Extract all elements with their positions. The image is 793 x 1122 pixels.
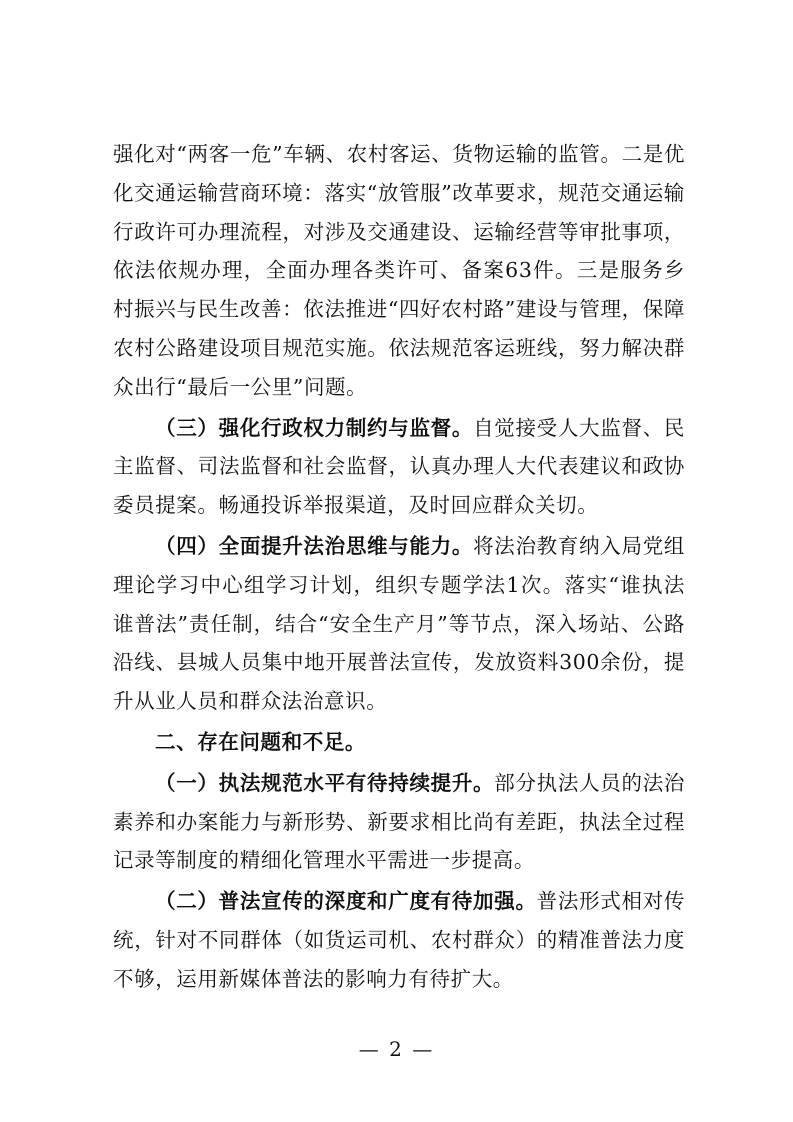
paragraph-continuation xyxy=(113,135,685,407)
paragraph-heading: （四）全面提升法治思维与能力。 xyxy=(155,533,474,558)
paragraph-text: 强化对“两客一危”车辆、农村客运、货物运输的监管。二是优化交通运输营商环境：落实“放管服”改革要求，规范交通运输行政许可办理流程，对涉及交通建设、运输经营等审批事项，依法依规办理，全面办理各类许可、备案63件。三是服务乡村振兴与民生改善：依法推进“四好农村路”建设与管理，保障农村公路建设项目规范实施。依法规范客运班线，努力解决群众出行“最后一公里”问题。 xyxy=(113,142,685,399)
paragraph-heading: （一）执法规范水平有待持续提升。 xyxy=(155,770,495,795)
paragraph-power-supervision xyxy=(113,409,685,525)
paragraph-heading: （三）强化行政权力制约与监督。 xyxy=(155,415,474,440)
paragraph-heading: （二）普法宣传的深度和广度有待加强。 xyxy=(155,889,537,914)
paragraph-legal-thinking xyxy=(113,527,685,721)
page-number: — 2 — xyxy=(358,1037,435,1061)
paragraph-enforcement-standard xyxy=(113,764,685,880)
paragraph-text: 将法治教育纳入局党组理论学习中心组学习计划，组织专题学法1次。落实“谁执法谁普法”责任制，结合“安全生产月”等节点，深入场站、公路沿线、县城人员集中地开展普法宣传，发放资料300余份，提升从业人员和群众法治意识。 xyxy=(113,533,685,714)
paragraph-text: 部分执法人员的法治素养和办案能力与新形势、新要求相比尚有差距，执法全过程记录等制度的精细化管理水平需进一步提高。 xyxy=(113,770,685,873)
paragraph-text: 普法形式相对传统，针对不同群体（如货运司机、农村群众）的精准普法力度不够，运用新媒体普法的影响力有待扩大。 xyxy=(113,889,685,991)
paragraph-legal-publicity xyxy=(113,882,685,998)
paragraph-text: 自觉接受人大监督、民主监督、司法监督和社会监督，认真办理人大代表建议和政协委员提案。畅通投诉举报渠道，及时回应群众关切。 xyxy=(113,415,685,518)
section-heading-problems xyxy=(113,723,685,762)
document-body xyxy=(113,135,685,999)
section-heading: 二、存在问题和不足。 xyxy=(155,729,366,754)
